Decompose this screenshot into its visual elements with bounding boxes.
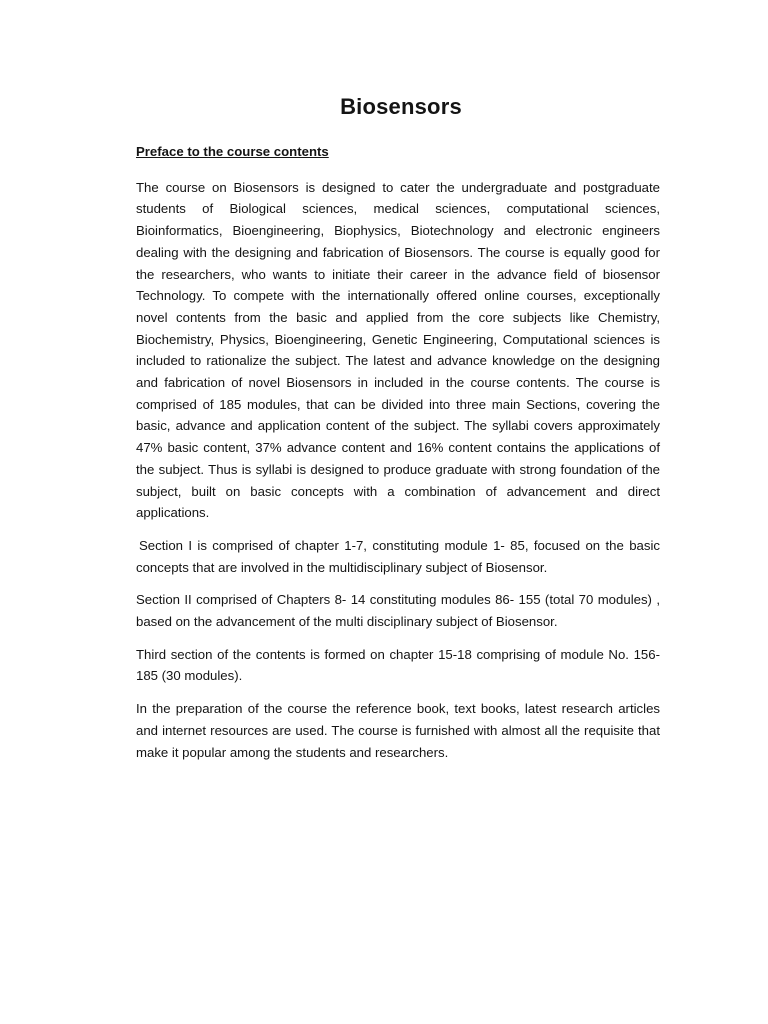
paragraph-section-two: Section II comprised of Chapters 8- 14 constituting modules 86- 155 (total 70 modules) , based on the advancement of the multi disciplinary subject of Biosensor. [136,592,660,630]
paragraph-section-one: Section I is comprised of chapter 1-7, constituting module 1- 85, focused on the basic concepts that are involved in the multidisciplinary subject of Biosensor. [136,537,660,575]
document-body [136,141,660,774]
paragraph-intro: The course on Biosensors is designed to cater the undergraduate and postgraduate students of Biological sciences, medical sciences, computational sciences, Bioinformatics, Bioengineering, Biophysics, Biotechnology and electronic engineers dealing with the designing and fabrication of Biosensors. The course is equally good for the researchers, who wants to initiate their career in the advance field of biosensor Technology. To compete with the internationally offered online courses, exceptionally novel contents from the basic and applied from the core subjects like Chemistry, Biochemistry, Physics, Bioengineering, Genetic Engineering, Computational sciences is included to rationalize the subject. The latest and advance knowledge on the designing and fabrication of novel Biosensors in included in the course contents. The course is comprised of 185 modules, that can be divided into three main Sections, covering the basic, advance and application content of the subject. The syllabi covers approximately 47% basic content, 37% advance content and 16% content contains the applications of the subject. Thus is syllabi is designed to produce graduate with strong foundation of the subject, built on basic concepts with a combination of advancement and direct applications. [136,179,660,521]
paragraph-section-three: Third section of the contents is formed on chapter 15-18 comprising of module No. 156-185 (30 modules). [136,646,660,684]
document-title: Biosensors [340,94,462,119]
paragraph-resources: In the preparation of the course the reference book, text books, latest research articles and internet resources are used. The course is furnished with almost all the requisite that make it popular among the students and researchers. [136,701,660,760]
section-heading: Preface to the course contents [136,144,329,159]
